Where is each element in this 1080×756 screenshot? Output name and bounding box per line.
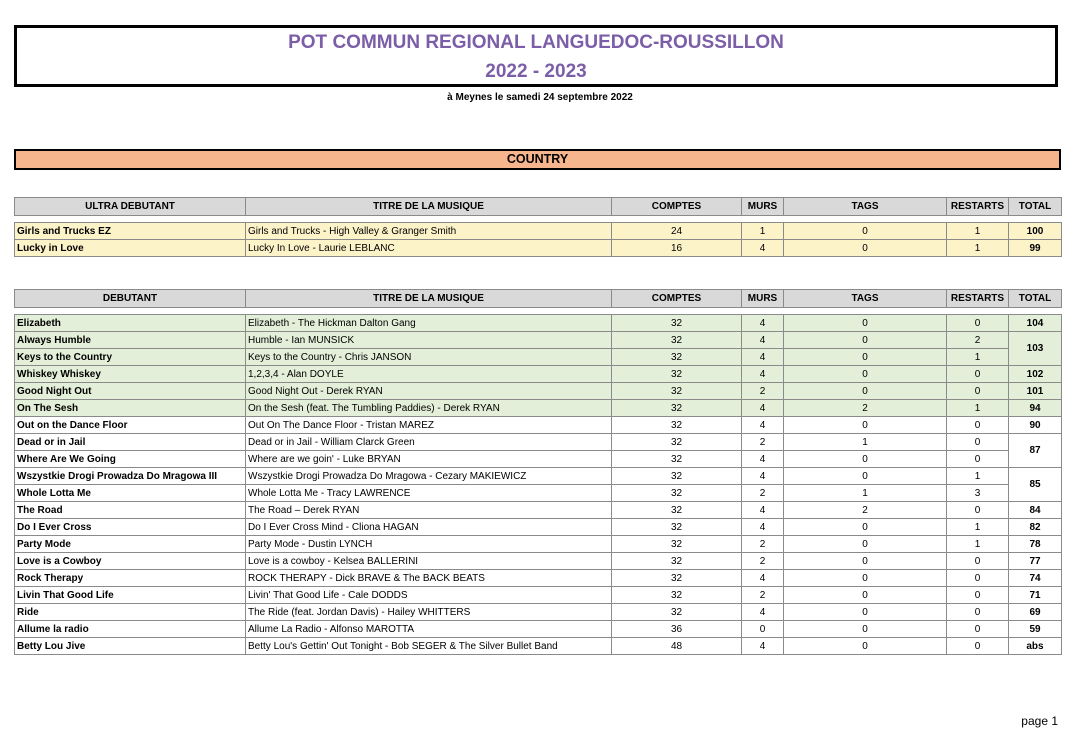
dance-name: On The Sesh: [15, 400, 246, 417]
song-title: Girls and Trucks - High Valley & Granger Smith: [246, 223, 612, 240]
dance-name: Party Mode: [15, 536, 246, 553]
total-cell: 100: [1009, 223, 1062, 240]
table-row: [15, 553, 1062, 570]
total-cell: 94: [1009, 400, 1062, 417]
murs-cell: 2: [742, 536, 784, 553]
tags-cell: 0: [784, 553, 947, 570]
event-subtitle: à Meynes le samedi 24 septembre 2022: [447, 92, 633, 103]
total-cell: 87: [1009, 434, 1062, 468]
debutant-table: [14, 289, 1062, 655]
dance-name: Livin That Good Life: [15, 587, 246, 604]
table-row: [15, 502, 1062, 519]
restarts-cell: 1: [947, 240, 1009, 257]
comptes-cell: 32: [612, 553, 742, 570]
table-row: [15, 485, 1062, 502]
title-box: [14, 25, 1058, 87]
comptes-cell: 36: [612, 621, 742, 638]
comptes-cell: 32: [612, 536, 742, 553]
song-title: Livin' That Good Life - Cale DODDS: [246, 587, 612, 604]
dance-name: Lucky in Love: [15, 240, 246, 257]
comptes-cell: 32: [612, 315, 742, 332]
restarts-cell: 0: [947, 570, 1009, 587]
comptes-cell: 32: [612, 604, 742, 621]
total-cell: 82: [1009, 519, 1062, 536]
table-row: [15, 621, 1062, 638]
total-cell: abs: [1009, 638, 1062, 655]
tags-cell: 0: [784, 638, 947, 655]
restarts-cell: 0: [947, 638, 1009, 655]
tags-cell: 0: [784, 621, 947, 638]
tags-cell: 0: [784, 519, 947, 536]
murs-cell: 4: [742, 400, 784, 417]
comptes-cell: 32: [612, 587, 742, 604]
song-title: The Road – Derek RYAN: [246, 502, 612, 519]
tags-cell: 1: [784, 434, 947, 451]
comptes-cell: 32: [612, 502, 742, 519]
page-number: page 1: [1021, 714, 1058, 728]
table-row: [15, 240, 1062, 257]
spacer-cell: [15, 308, 1062, 315]
dance-name: Always Humble: [15, 332, 246, 349]
murs-cell: 2: [742, 434, 784, 451]
table-row: [15, 434, 1062, 451]
spacer-row: [15, 308, 1062, 315]
murs-cell: 2: [742, 587, 784, 604]
dance-name: Whiskey Whiskey: [15, 366, 246, 383]
comptes-cell: 48: [612, 638, 742, 655]
song-title: Love is a cowboy - Kelsea BALLERINI: [246, 553, 612, 570]
murs-cell: 1: [742, 223, 784, 240]
comptes-cell: 16: [612, 240, 742, 257]
col-category: ULTRA DEBUTANT: [15, 198, 246, 216]
dance-name: Out on the Dance Floor: [15, 417, 246, 434]
table-row: [15, 223, 1062, 240]
murs-cell: 4: [742, 519, 784, 536]
song-title: ROCK THERAPY - Dick BRAVE & The BACK BEATS: [246, 570, 612, 587]
dance-name: Whole Lotta Me: [15, 485, 246, 502]
col-comptes: COMPTES: [612, 198, 742, 216]
restarts-cell: 0: [947, 383, 1009, 400]
restarts-cell: 0: [947, 366, 1009, 383]
murs-cell: 4: [742, 315, 784, 332]
tags-cell: 0: [784, 240, 947, 257]
dance-name: Rock Therapy: [15, 570, 246, 587]
song-title: Where are we goin' - Luke BRYAN: [246, 451, 612, 468]
murs-cell: 4: [742, 468, 784, 485]
tags-cell: 0: [784, 604, 947, 621]
dance-name: Wszystkie Drogi Prowadza Do Mragowa III: [15, 468, 246, 485]
total-cell: 78: [1009, 536, 1062, 553]
tags-cell: 0: [784, 366, 947, 383]
col-titre: TITRE DE LA MUSIQUE: [246, 290, 612, 308]
comptes-cell: 32: [612, 332, 742, 349]
song-title: On the Sesh (feat. The Tumbling Paddies) - Derek RYAN: [246, 400, 612, 417]
murs-cell: 4: [742, 349, 784, 366]
table-row: [15, 468, 1062, 485]
total-cell: 101: [1009, 383, 1062, 400]
murs-cell: 4: [742, 570, 784, 587]
comptes-cell: 32: [612, 349, 742, 366]
dance-name: Ride: [15, 604, 246, 621]
restarts-cell: 0: [947, 434, 1009, 451]
col-murs: MURS: [742, 198, 784, 216]
murs-cell: 4: [742, 451, 784, 468]
col-restarts: RESTARTS: [947, 198, 1009, 216]
murs-cell: 4: [742, 502, 784, 519]
table-row: [15, 570, 1062, 587]
song-title: Wszystkie Drogi Prowadza Do Mragowa - Cezary MAKIEWICZ: [246, 468, 612, 485]
table-row: [15, 638, 1062, 655]
song-title: Party Mode - Dustin LYNCH: [246, 536, 612, 553]
season-label: 2022 - 2023: [485, 61, 587, 82]
comptes-cell: 32: [612, 468, 742, 485]
dance-name: Dead or in Jail: [15, 434, 246, 451]
comptes-cell: 32: [612, 451, 742, 468]
table-row: [15, 366, 1062, 383]
dance-name: Where Are We Going: [15, 451, 246, 468]
comptes-cell: 32: [612, 400, 742, 417]
restarts-cell: 1: [947, 468, 1009, 485]
song-title: Dead or in Jail - William Clarck Green: [246, 434, 612, 451]
table-row: [15, 604, 1062, 621]
total-cell: 77: [1009, 553, 1062, 570]
tags-cell: 0: [784, 451, 947, 468]
tags-cell: 0: [784, 383, 947, 400]
total-cell: 103: [1009, 332, 1062, 366]
murs-cell: 2: [742, 485, 784, 502]
table-row: [15, 383, 1062, 400]
song-title: Allume La Radio - Alfonso MAROTTA: [246, 621, 612, 638]
dance-name: Do I Ever Cross: [15, 519, 246, 536]
murs-cell: 4: [742, 366, 784, 383]
murs-cell: 4: [742, 332, 784, 349]
col-murs: MURS: [742, 290, 784, 308]
table-row: [15, 349, 1062, 366]
col-total: TOTAL: [1009, 290, 1062, 308]
song-title: Betty Lou's Gettin' Out Tonight - Bob SEGER & The Silver Bullet Band: [246, 638, 612, 655]
table-row: [15, 417, 1062, 434]
total-cell: 85: [1009, 468, 1062, 502]
song-title: Good Night Out - Derek RYAN: [246, 383, 612, 400]
song-title: Lucky In Love - Laurie LEBLANC: [246, 240, 612, 257]
table-row: [15, 315, 1062, 332]
comptes-cell: 32: [612, 434, 742, 451]
total-cell: 102: [1009, 366, 1062, 383]
dance-name: The Road: [15, 502, 246, 519]
dance-name: Good Night Out: [15, 383, 246, 400]
restarts-cell: 2: [947, 332, 1009, 349]
total-cell: 71: [1009, 587, 1062, 604]
restarts-cell: 0: [947, 451, 1009, 468]
restarts-cell: 0: [947, 587, 1009, 604]
col-comptes: COMPTES: [612, 290, 742, 308]
song-title: Elizabeth - The Hickman Dalton Gang: [246, 315, 612, 332]
murs-cell: 0: [742, 621, 784, 638]
song-title: Whole Lotta Me - Tracy LAWRENCE: [246, 485, 612, 502]
tags-cell: 0: [784, 349, 947, 366]
tags-cell: 0: [784, 570, 947, 587]
comptes-cell: 24: [612, 223, 742, 240]
tags-cell: 1: [784, 485, 947, 502]
total-cell: 69: [1009, 604, 1062, 621]
total-cell: 59: [1009, 621, 1062, 638]
murs-cell: 4: [742, 417, 784, 434]
section-country: COUNTRY: [14, 149, 1061, 170]
restarts-cell: 1: [947, 349, 1009, 366]
comptes-cell: 32: [612, 519, 742, 536]
murs-cell: 4: [742, 638, 784, 655]
song-title: Keys to the Country - Chris JANSON: [246, 349, 612, 366]
tags-cell: 0: [784, 587, 947, 604]
tags-cell: 2: [784, 400, 947, 417]
table-row: [15, 587, 1062, 604]
restarts-cell: 3: [947, 485, 1009, 502]
col-category: DEBUTANT: [15, 290, 246, 308]
dance-name: Betty Lou Jive: [15, 638, 246, 655]
comptes-cell: 32: [612, 417, 742, 434]
restarts-cell: 0: [947, 502, 1009, 519]
col-tags: TAGS: [784, 198, 947, 216]
table-row: [15, 519, 1062, 536]
total-cell: 84: [1009, 502, 1062, 519]
restarts-cell: 1: [947, 223, 1009, 240]
tags-cell: 0: [784, 223, 947, 240]
song-title: Do I Ever Cross Mind - Cliona HAGAN: [246, 519, 612, 536]
dance-name: Love is a Cowboy: [15, 553, 246, 570]
col-total: TOTAL: [1009, 198, 1062, 216]
song-title: 1,2,3,4 - Alan DOYLE: [246, 366, 612, 383]
restarts-cell: 0: [947, 604, 1009, 621]
tags-cell: 2: [784, 502, 947, 519]
restarts-cell: 0: [947, 621, 1009, 638]
tags-cell: 0: [784, 468, 947, 485]
murs-cell: 2: [742, 553, 784, 570]
table-row: [15, 332, 1062, 349]
total-cell: 90: [1009, 417, 1062, 434]
ultra-debutant-table: [14, 197, 1062, 257]
song-title: Humble - Ian MUNSICK: [246, 332, 612, 349]
dance-name: Allume la radio: [15, 621, 246, 638]
restarts-cell: 0: [947, 315, 1009, 332]
dance-name: Elizabeth: [15, 315, 246, 332]
song-title: Out On The Dance Floor - Tristan MAREZ: [246, 417, 612, 434]
total-cell: 99: [1009, 240, 1062, 257]
murs-cell: 4: [742, 604, 784, 621]
comptes-cell: 32: [612, 383, 742, 400]
murs-cell: 4: [742, 240, 784, 257]
dance-name: Keys to the Country: [15, 349, 246, 366]
col-tags: TAGS: [784, 290, 947, 308]
restarts-cell: 1: [947, 400, 1009, 417]
table-row: [15, 451, 1062, 468]
table-row: [15, 536, 1062, 553]
tags-cell: 0: [784, 536, 947, 553]
murs-cell: 2: [742, 383, 784, 400]
spacer-cell: [15, 216, 1062, 223]
spacer-row: [15, 216, 1062, 223]
comptes-cell: 32: [612, 485, 742, 502]
restarts-cell: 0: [947, 417, 1009, 434]
song-title: The Ride (feat. Jordan Davis) - Hailey WHITTERS: [246, 604, 612, 621]
dance-name: Girls and Trucks EZ: [15, 223, 246, 240]
comptes-cell: 32: [612, 366, 742, 383]
total-cell: 104: [1009, 315, 1062, 332]
col-titre: TITRE DE LA MUSIQUE: [246, 198, 612, 216]
table-row: [15, 400, 1062, 417]
tags-cell: 0: [784, 417, 947, 434]
restarts-cell: 1: [947, 519, 1009, 536]
restarts-cell: 0: [947, 553, 1009, 570]
tags-cell: 0: [784, 315, 947, 332]
col-restarts: RESTARTS: [947, 290, 1009, 308]
tags-cell: 0: [784, 332, 947, 349]
document-title: POT COMMUN REGIONAL LANGUEDOC-ROUSSILLON: [288, 32, 784, 53]
restarts-cell: 1: [947, 536, 1009, 553]
comptes-cell: 32: [612, 570, 742, 587]
total-cell: 74: [1009, 570, 1062, 587]
